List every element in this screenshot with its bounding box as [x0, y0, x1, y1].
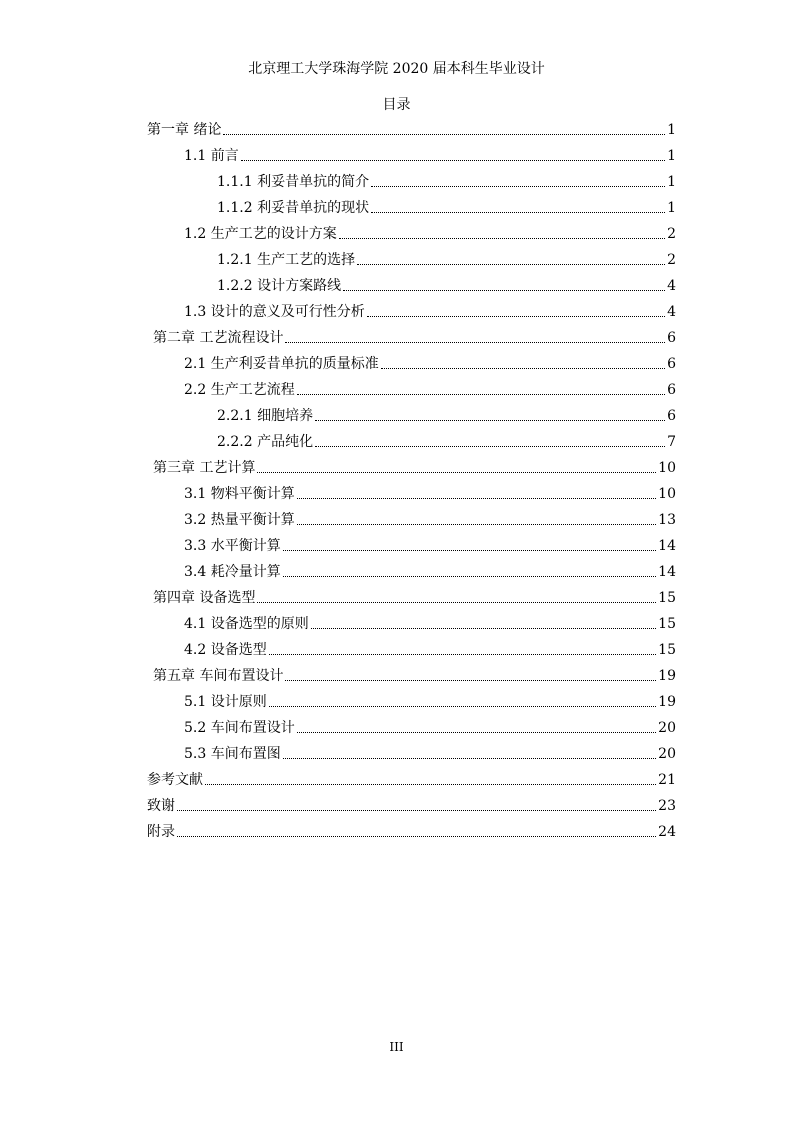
- toc-dot-leader: [315, 445, 665, 447]
- toc-entry[interactable]: [184, 611, 676, 633]
- toc-entry-page: 6: [667, 356, 676, 372]
- toc-dot-leader: [339, 237, 665, 239]
- toc-entry-label: 1.2 生产工艺的设计方案: [184, 226, 337, 242]
- toc-entry-label: 3.4 耗冷量计算: [184, 564, 281, 580]
- toc-dot-leader: [285, 341, 665, 343]
- toc-entry-page: 19: [658, 694, 676, 710]
- toc-entry-label: 2.1 生产利妥昔单抗的质量标准: [184, 356, 379, 372]
- toc-entry[interactable]: [147, 793, 676, 815]
- toc-dot-leader: [257, 471, 656, 473]
- toc-entry-page: 4: [667, 304, 676, 320]
- toc-entry-label: 2.2 生产工艺流程: [184, 382, 295, 398]
- toc-dot-leader: [241, 159, 665, 161]
- toc-entry[interactable]: [217, 403, 676, 425]
- toc-dot-leader: [177, 835, 656, 837]
- toc-entry[interactable]: [217, 169, 676, 191]
- toc-entry-page: 20: [658, 746, 676, 762]
- toc-dot-leader: [285, 679, 656, 681]
- toc-entry-page: 1: [667, 122, 676, 138]
- toc-dot-leader: [311, 627, 656, 629]
- toc-entry-label: 1.2.1 生产工艺的选择: [217, 252, 356, 268]
- toc-entry-page: 14: [658, 564, 676, 580]
- toc-entry[interactable]: [153, 585, 676, 607]
- toc-entry[interactable]: [153, 325, 676, 347]
- toc-dot-leader: [177, 809, 656, 811]
- toc-dot-leader: [357, 263, 665, 265]
- toc-entry-page: 15: [658, 642, 676, 658]
- toc-dot-leader: [257, 601, 656, 603]
- toc-entry-label: 5.2 车间布置设计: [184, 720, 295, 736]
- toc-dot-leader: [269, 705, 656, 707]
- toc-entry-label: 4.1 设备选型的原则: [184, 616, 309, 632]
- toc-entry-page: 15: [658, 590, 676, 606]
- toc-entry-label: 第五章 车间布置设计: [153, 668, 284, 684]
- page-header: 北京理工大学珠海学院 2020 届本科生毕业设计: [248, 61, 545, 77]
- toc-dot-leader: [283, 757, 656, 759]
- toc-entry-label: 第一章 绪论: [147, 122, 222, 138]
- toc-entry-label: 1.2.2 设计方案路线: [217, 278, 342, 294]
- toc-entry-label: 附录: [147, 824, 175, 840]
- toc-entry-label: 4.2 设备选型: [184, 642, 267, 658]
- toc-dot-leader: [297, 731, 656, 733]
- toc-entry-label: 参考文献: [147, 772, 203, 788]
- toc-dot-leader: [283, 549, 656, 551]
- toc-entry-page: 6: [667, 330, 676, 346]
- toc-entry-label: 1.1.1 利妥昔单抗的简介: [217, 174, 370, 190]
- toc-title: 目录: [382, 97, 411, 113]
- toc-entry-label: 第三章 工艺计算: [153, 460, 256, 476]
- toc-dot-leader: [315, 419, 665, 421]
- toc-entry-label: 5.3 车间布置图: [184, 746, 281, 762]
- toc-entry-page: 6: [667, 408, 676, 424]
- toc-entry[interactable]: [184, 481, 676, 503]
- toc-entry-page: 10: [658, 460, 676, 476]
- toc-entry-page: 14: [658, 538, 676, 554]
- toc-entry-page: 4: [667, 278, 676, 294]
- toc-dot-leader: [381, 367, 665, 369]
- toc-entry[interactable]: [184, 221, 676, 243]
- toc-entry[interactable]: [184, 143, 676, 165]
- toc-entry-page: 1: [667, 200, 676, 216]
- toc-entry[interactable]: [184, 299, 676, 321]
- toc-dot-leader: [297, 497, 656, 499]
- toc-entry-label: 1.1.2 利妥昔单抗的现状: [217, 200, 370, 216]
- toc-entry[interactable]: [147, 767, 676, 789]
- toc-entry[interactable]: [184, 351, 676, 373]
- toc-entry-page: 24: [658, 824, 676, 840]
- toc-entry[interactable]: [217, 195, 676, 217]
- toc-entry-page: 6: [667, 382, 676, 398]
- toc-entry[interactable]: [184, 715, 676, 737]
- toc-dot-leader: [371, 211, 665, 213]
- toc-entry[interactable]: [147, 819, 676, 841]
- toc-entry[interactable]: [184, 637, 676, 659]
- toc-entry[interactable]: [217, 429, 676, 451]
- toc-entry[interactable]: [184, 377, 676, 399]
- toc-entry-page: 20: [658, 720, 676, 736]
- toc-entry[interactable]: [184, 559, 676, 581]
- toc-entry-page: 23: [658, 798, 676, 814]
- toc-entry-label: 1.1 前言: [184, 148, 239, 164]
- toc-entry-label: 3.1 物料平衡计算: [184, 486, 295, 502]
- toc-entry-page: 1: [667, 148, 676, 164]
- toc-entry-label: 1.3 设计的意义及可行性分析: [184, 304, 365, 320]
- toc-entry[interactable]: [184, 741, 676, 763]
- toc-dot-leader: [297, 393, 665, 395]
- toc-dot-leader: [343, 289, 665, 291]
- toc-entry-page: 1: [667, 174, 676, 190]
- toc-entry[interactable]: [184, 533, 676, 555]
- toc-entry-page: 10: [658, 486, 676, 502]
- toc-dot-leader: [223, 133, 665, 135]
- toc-entry-label: 5.1 设计原则: [184, 694, 267, 710]
- toc-entry-page: 19: [658, 668, 676, 684]
- toc-entry-label: 3.3 水平衡计算: [184, 538, 281, 554]
- toc-dot-leader: [371, 185, 665, 187]
- toc-entry[interactable]: [153, 663, 676, 685]
- toc-entry-label: 3.2 热量平衡计算: [184, 512, 295, 528]
- toc-dot-leader: [205, 783, 656, 785]
- toc-dot-leader: [283, 575, 656, 577]
- toc-entry-label: 2.2.2 产品纯化: [217, 434, 314, 450]
- toc-entry-label: 第四章 设备选型: [153, 590, 256, 606]
- toc-entry-page: 15: [658, 616, 676, 632]
- toc-dot-leader: [367, 315, 665, 317]
- toc-entry-page: 2: [667, 226, 676, 242]
- toc-entry-label: 2.2.1 细胞培养: [217, 408, 314, 424]
- toc-entry-page: 7: [667, 434, 676, 450]
- toc-dot-leader: [297, 523, 656, 525]
- toc-entry[interactable]: [184, 507, 676, 529]
- toc-entry-label: 第二章 工艺流程设计: [153, 330, 284, 346]
- toc-entry[interactable]: [184, 689, 676, 711]
- toc-dot-leader: [269, 653, 656, 655]
- toc-entry[interactable]: [147, 117, 676, 139]
- page-number: III: [389, 1040, 404, 1054]
- toc-entry-page: 13: [658, 512, 676, 528]
- toc-entry-label: 致谢: [147, 798, 175, 814]
- toc-entry-page: 2: [667, 252, 676, 268]
- toc-entry[interactable]: [153, 455, 676, 477]
- toc-entry[interactable]: [217, 273, 676, 295]
- toc-entry-page: 21: [658, 772, 676, 788]
- toc-entry[interactable]: [217, 247, 676, 269]
